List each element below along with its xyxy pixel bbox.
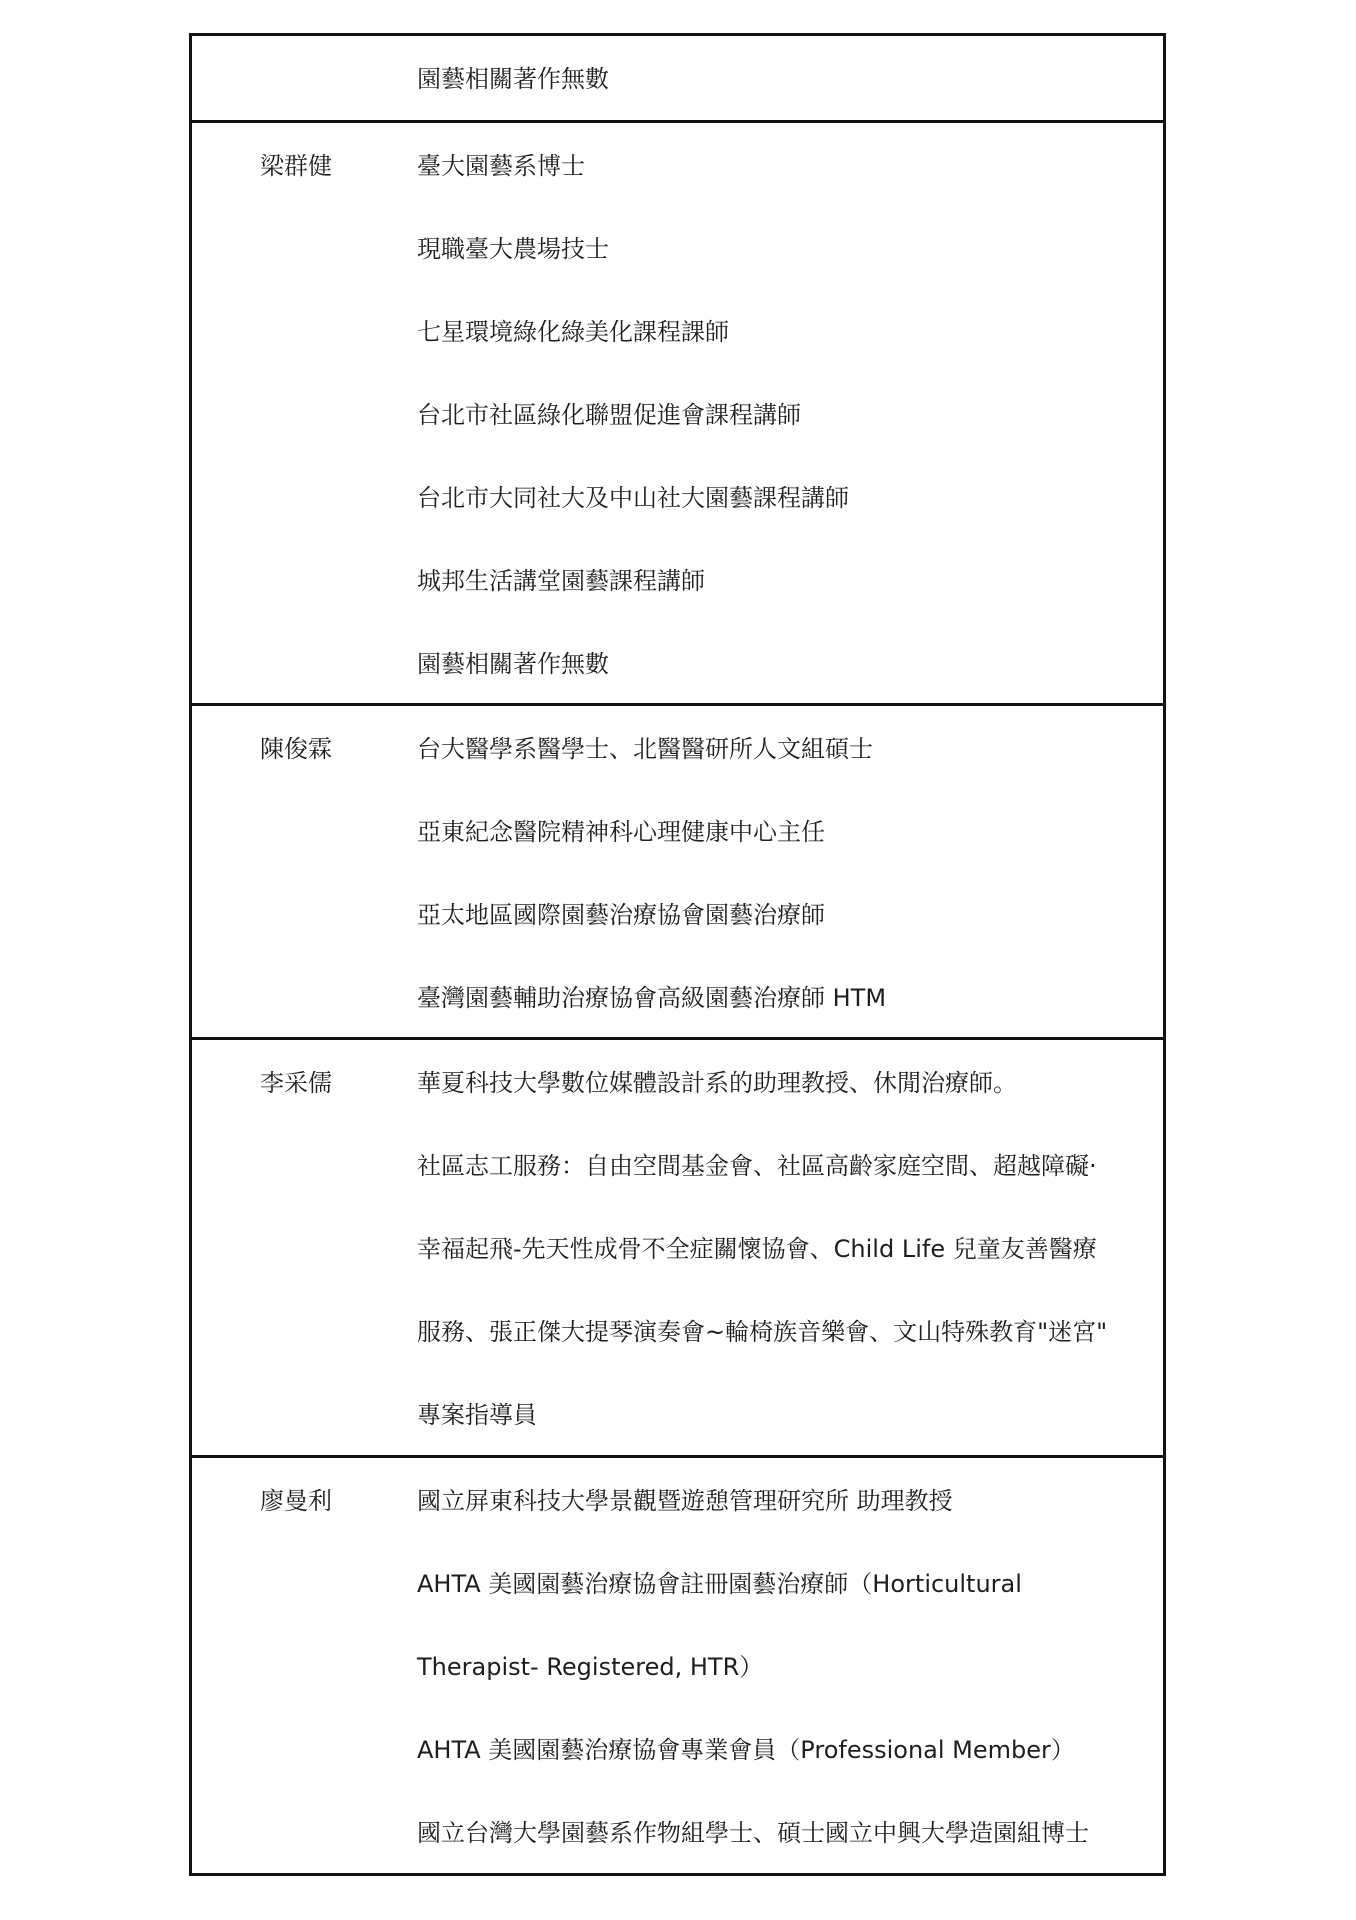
credential-line: 幸福起飛-先天性成骨不全症關懷協會、Child Life 兒童友善醫療	[417, 1235, 1097, 1263]
credential-line: 華夏科技大學數位媒體設計系的助理教授、休閒治療師。	[417, 1069, 1017, 1097]
credential-line: 國立屏東科技大學景觀暨遊憩管理研究所 助理教授	[417, 1487, 953, 1515]
credential-line: 現職臺大農場技士	[417, 235, 609, 263]
credential-line: 社區志工服務：自由空間基金會、社區高齡家庭空間、超越障礙·	[417, 1152, 1097, 1180]
credential-line: 服務、張正傑大提琴演奏會~輪椅族音樂會、文山特殊教育"迷宮"	[417, 1318, 1108, 1346]
person-name: 廖曼利	[260, 1487, 332, 1515]
credential-line: 城邦生活講堂園藝課程講師	[417, 567, 705, 595]
credential-line: 台大醫學系醫學士、北醫醫研所人文組碩士	[417, 735, 873, 763]
table-row	[192, 123, 1163, 706]
staff-table	[189, 33, 1166, 1876]
credential-line: 臺灣園藝輔助治療協會高級園藝治療師 HTM	[417, 984, 887, 1012]
credential-line: 台北市社區綠化聯盟促進會課程講師	[417, 401, 801, 429]
credential-line: 亞太地區國際園藝治療協會園藝治療師	[417, 901, 825, 929]
credential-line: 園藝相關著作無數	[417, 65, 609, 93]
credential-line: Therapist- Registered, HTR）	[417, 1653, 764, 1681]
credential-line: AHTA 美國園藝治療協會專業會員（Professional Member）	[417, 1736, 1075, 1764]
table-row	[192, 1040, 1163, 1458]
person-name: 陳俊霖	[260, 735, 332, 763]
table-row	[192, 1458, 1163, 1876]
credential-line: 亞東紀念醫院精神科心理健康中心主任	[417, 818, 825, 846]
table-row	[192, 706, 1163, 1040]
credential-line: 台北市大同社大及中山社大園藝課程講師	[417, 484, 849, 512]
credential-line: 園藝相關著作無數	[417, 650, 609, 678]
credential-line: 七星環境綠化綠美化課程課師	[417, 318, 729, 346]
person-name: 李采儒	[260, 1069, 332, 1097]
table-row	[192, 36, 1163, 123]
person-name: 梁群健	[260, 152, 332, 180]
credential-line: 臺大園藝系博士	[417, 152, 585, 180]
credential-line: 國立台灣大學園藝系作物組學士、碩士國立中興大學造園組博士	[417, 1819, 1089, 1847]
credential-line: 專案指導員	[417, 1401, 537, 1429]
credential-line: AHTA 美國園藝治療協會註冊園藝治療師（Horticultural	[417, 1570, 1022, 1598]
